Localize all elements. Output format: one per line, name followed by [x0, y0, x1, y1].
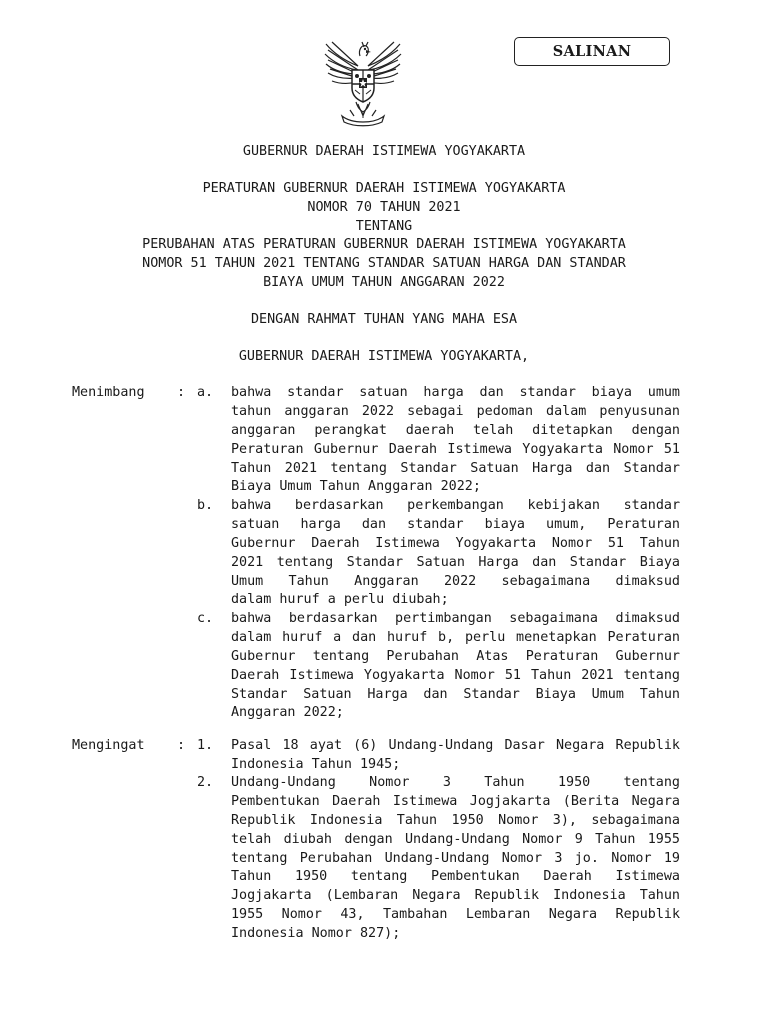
mengingat-label: Mengingat: [72, 738, 145, 753]
regulation-subject-line-3: BIAYA UMUM TAHUN ANGGARAN 2022: [263, 275, 505, 290]
text-line: Jogjakarta (Lembaran Negara Republik Indonesia Tahun: [231, 888, 680, 904]
text-line: Pembentukan Daerah Istimewa Jogjakarta (Berita Negara: [231, 793, 680, 809]
regulation-title-line-1: PERATURAN GUBERNUR DAERAH ISTIMEWA YOGYAKARTA: [202, 181, 566, 196]
mengingat-colon: :: [177, 738, 186, 753]
regulation-number: NOMOR 70 TAHUN 2021: [307, 200, 461, 215]
mengingat-item-1: [231, 737, 680, 775]
text-line: Biaya Umum Tahun Anggaran 2022;: [231, 479, 481, 495]
regulation-tentang: TENTANG: [355, 219, 413, 234]
menimbang-item-a-marker: a.: [197, 385, 214, 400]
text-line: Gubernur tentang Perubahan Atas Peraturan Gubernur: [231, 648, 680, 664]
text-line: Gubernur Daerah Istimewa Yogyakarta Nomor 51 Tahun: [231, 535, 680, 551]
text-line: bahwa standar satuan harga dan standar biaya umum: [231, 385, 680, 400]
text-line: Tahun 2021 tentang Standar Satuan Harga dan Standar: [231, 460, 680, 476]
text-line: bahwa berdasarkan perkembangan kebijakan standar: [231, 498, 680, 513]
text-line: dalam huruf a dan huruf b, perlu menetapkan Peraturan: [231, 629, 680, 645]
governor-heading: GUBERNUR DAERAH ISTIMEWA YOGYAKARTA: [242, 144, 526, 159]
text-line: Republik Indonesia Tahun 1950 Nomor 3), sebagaimana: [231, 812, 680, 828]
text-line: 2021 tentang Standar Satuan Harga dan Standar Biaya: [231, 554, 680, 570]
menimbang-item-c: [231, 610, 680, 723]
text-line: Umum Tahun Anggaran 2022 sebagaimana dimaksud: [231, 573, 680, 589]
menimbang-label: Menimbang: [72, 385, 145, 400]
text-line: tahun anggaran 2022 sebagai pedoman dalam penyusunan: [231, 403, 680, 419]
text-line: Indonesia Tahun 1945;: [231, 756, 401, 772]
text-line: Pasal 18 ayat (6) Undang-Undang Dasar Negara Republik: [231, 738, 680, 753]
governor-signatory-line: GUBERNUR DAERAH ISTIMEWA YOGYAKARTA,: [238, 349, 530, 364]
menimbang-item-b-marker: b.: [197, 498, 214, 513]
text-line: Anggaran 2022;: [231, 705, 344, 721]
salinan-stamp: SALINAN: [514, 37, 670, 66]
text-line: satuan harga dan standar biaya umum, Peraturan: [231, 516, 680, 532]
mengingat-item-1-marker: 1.: [197, 738, 214, 753]
text-line: tentang Perubahan Undang-Undang Nomor 3 jo. Nomor 19: [231, 850, 680, 866]
menimbang-item-c-marker: c.: [197, 611, 214, 626]
garuda-pancasila-emblem: [322, 36, 404, 128]
regulation-subject-line-1: PERUBAHAN ATAS PERATURAN GUBERNUR DAERAH ISTIMEWA YOGYAKARTA: [142, 237, 626, 252]
text-line: Peraturan Gubernur Daerah Istimewa Yogyakarta Nomor 51: [231, 441, 680, 457]
text-line: dalam huruf a perlu diubah;: [231, 592, 449, 608]
blessing-line: DENGAN RAHMAT TUHAN YANG MAHA ESA: [250, 312, 518, 327]
mengingat-item-2: [231, 774, 680, 944]
text-line: anggaran perangkat daerah telah ditetapkan dengan: [231, 422, 680, 438]
text-line: Standar Satuan Harga dan Standar Biaya Umum Tahun: [231, 686, 680, 702]
text-line: 1955 Nomor 43, Tambahan Lembaran Negara Republik: [231, 907, 680, 923]
mengingat-item-2-marker: 2.: [197, 775, 214, 790]
text-line: bahwa berdasarkan pertimbangan sebagaimana dimaksud: [231, 611, 680, 626]
regulation-subject-line-2: NOMOR 51 TAHUN 2021 TENTANG STANDAR SATUAN HARGA DAN STANDAR: [142, 256, 626, 271]
menimbang-colon: :: [177, 385, 186, 400]
text-line: Undang-Undang Nomor 3 Tahun 1950 tentang: [231, 775, 680, 790]
text-line: Daerah Istimewa Yogyakarta Nomor 51 Tahun 2021 tentang: [231, 667, 680, 683]
text-line: telah diubah dengan Undang-Undang Nomor 9 Tahun 1955: [231, 831, 680, 847]
text-line: Indonesia Nomor 827);: [231, 926, 401, 942]
text-line: Tahun 1950 tentang Pembentukan Daerah Istimewa: [231, 869, 680, 885]
menimbang-item-a: [231, 384, 680, 497]
menimbang-item-b: [231, 497, 680, 610]
